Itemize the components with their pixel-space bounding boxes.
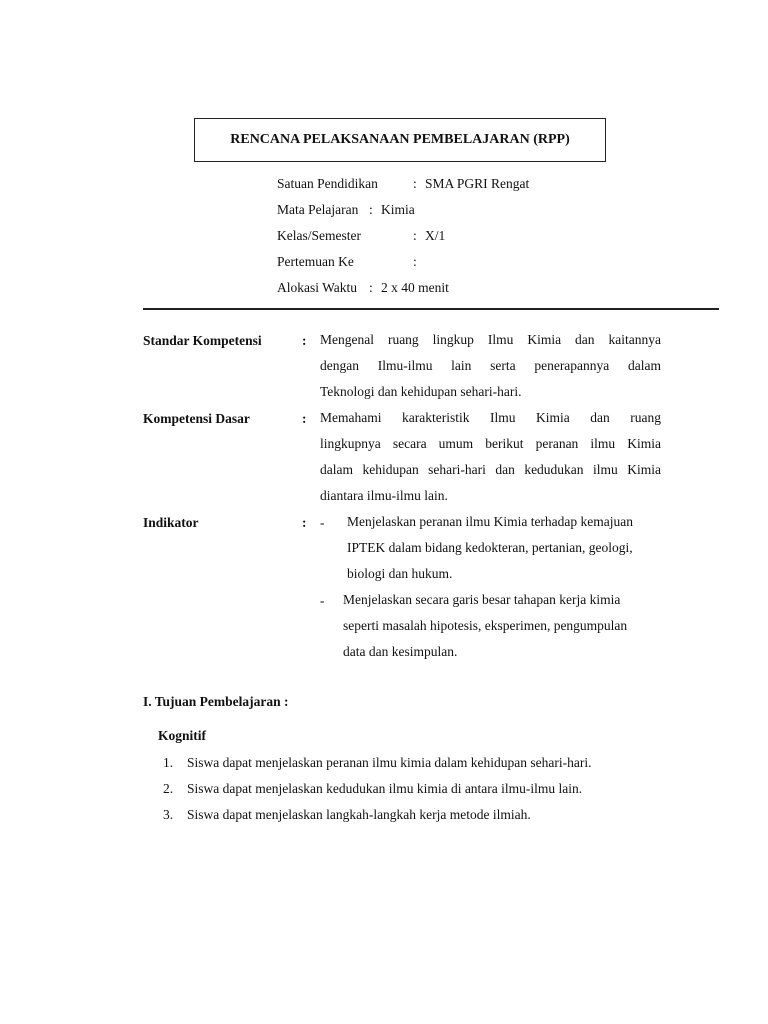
- meta-separator: :: [413, 254, 417, 269]
- kompetensi-dasar-label: Kompetensi Dasar: [143, 411, 250, 426]
- indikator-line: IPTEK dalam bidang kedokteran, pertanian, geologi,: [347, 540, 633, 555]
- meta-separator: :: [413, 176, 417, 191]
- standar-kompetensi-label: Standar Kompetensi: [143, 333, 262, 348]
- indikator-line: biologi dan hukum.: [347, 566, 453, 581]
- list-number: 1.: [163, 755, 174, 770]
- paragraph-line: dengan Ilmu-ilmu lain serta penerapannya dalam: [320, 358, 661, 373]
- meta-label: Kelas/Semester: [277, 228, 361, 243]
- list-number: 3.: [163, 807, 174, 822]
- meta-label: Pertemuan Ke: [277, 254, 354, 269]
- kompetensi-dasar-colon: :: [302, 411, 307, 426]
- meta-separator: :: [369, 280, 373, 295]
- document-title-box: [194, 118, 606, 162]
- indikator-line: seperti masalah hipotesis, eksperimen, pengumpulan: [343, 618, 628, 633]
- paragraph-line: Memahami karakteristik Ilmu Kimia dan ruang: [320, 410, 661, 425]
- meta-value: SMA PGRI Rengat: [425, 176, 530, 191]
- list-text: Siswa dapat menjelaskan langkah-langkah kerja metode ilmiah.: [187, 807, 531, 822]
- kompetensi-dasar-text: [320, 405, 661, 509]
- indikator-bullet: -: [320, 593, 325, 608]
- list-number: 2.: [163, 781, 174, 796]
- meta-label: Satuan Pendidikan: [277, 176, 378, 191]
- meta-value: X/1: [425, 228, 446, 243]
- document-title: RENCANA PELAKSANAAN PEMBELAJARAN (RPP): [230, 132, 570, 147]
- meta-separator: :: [369, 202, 373, 217]
- indikator-bullet: -: [320, 515, 325, 530]
- indikator-label: Indikator: [143, 515, 199, 530]
- kognitif-subheading: Kognitif: [158, 728, 207, 743]
- indikator-colon: :: [302, 515, 307, 530]
- meta-label: Mata Pelajaran: [277, 202, 359, 217]
- paragraph-line: dalam kehidupan sehari-hari dan kedudukan ilmu Kimia: [320, 462, 661, 477]
- indikator-item: [343, 587, 627, 665]
- standar-kompetensi-text: [320, 327, 661, 405]
- indikator-line: Menjelaskan secara garis besar tahapan kerja kimia: [343, 592, 621, 607]
- horizontal-divider: [143, 308, 719, 310]
- meta-value: Kimia: [381, 202, 415, 217]
- indikator-line: Menjelaskan peranan ilmu Kimia terhadap kemajuan: [347, 514, 634, 529]
- list-text: Siswa dapat menjelaskan peranan ilmu kimia dalam kehidupan sehari-hari.: [187, 755, 592, 770]
- meta-value: 2 x 40 menit: [381, 280, 449, 295]
- paragraph-line: diantara ilmu-ilmu lain.: [320, 488, 448, 503]
- meta-separator: :: [413, 228, 417, 243]
- paragraph-line: lingkupnya secara umum berikut peranan ilmu Kimia: [320, 436, 661, 451]
- paragraph-line: Mengenal ruang lingkup Ilmu Kimia dan kaitannya: [320, 332, 661, 347]
- tujuan-pembelajaran-heading: I. Tujuan Pembelajaran :: [143, 694, 289, 709]
- meta-label: Alokasi Waktu: [277, 280, 358, 295]
- list-text: Siswa dapat menjelaskan kedudukan ilmu kimia di antara ilmu-ilmu lain.: [187, 781, 583, 796]
- indikator-line: data dan kesimpulan.: [343, 644, 458, 659]
- standar-kompetensi-colon: :: [302, 333, 307, 348]
- paragraph-line: Teknologi dan kehidupan sehari-hari.: [320, 384, 522, 399]
- indikator-item: [347, 509, 633, 587]
